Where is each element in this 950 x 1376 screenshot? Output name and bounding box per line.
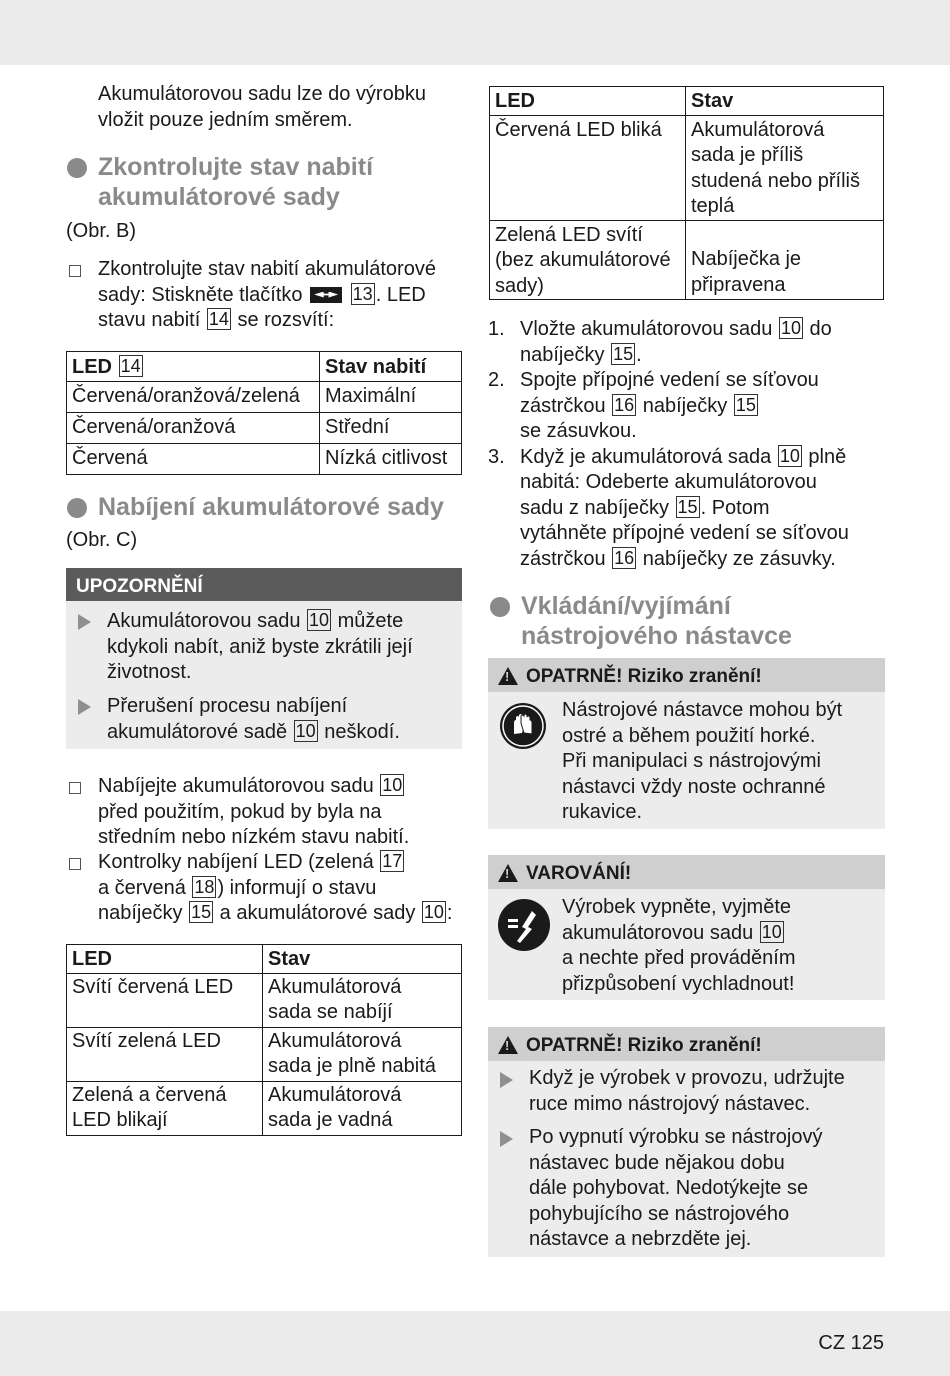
arrow-bullet-icon (500, 1131, 513, 1147)
section-title-tool-attachment: Vkládání/vyjímání nástrojového nástavce (521, 592, 792, 650)
section-bullet (67, 158, 87, 178)
notice-body (66, 601, 462, 749)
page-footer-band (0, 1311, 950, 1376)
notice-item-1: Akumulátorovou sadu 10 můžete kdykoli nabít, aniž byste zkrátili její životnost. (107, 610, 413, 683)
checkbox-icon (69, 858, 81, 870)
table-row: Zelená a červená LED blikají Akumulátorová sada je vadná (67, 1081, 462, 1135)
notice-header: UPOZORNĚNÍ (66, 568, 462, 601)
checkbox-icon (69, 782, 81, 794)
list-item: 3. Když je akumulátorová sada 10 plně nabitá: Odeberte akumulátorovou sadu z nabíječky 15 . Potom vytáhněte přípojné vedení se síťovou zástrčkou 16 nabíječky ze zásuvky. (488, 445, 849, 570)
unplug-icon-graphic (498, 899, 550, 951)
checkbox-icon (69, 265, 81, 277)
arrow-bullet-icon (78, 699, 91, 715)
caution-body (488, 1061, 885, 1257)
table-row: Zelená LED svítí (bez akumulátorové sady) Nabíječka je připravena (490, 220, 884, 300)
figure-ref-c: (Obr. C) (66, 529, 138, 551)
gloves-icon-graphic (500, 703, 546, 749)
caution-header: !OPATRNĚ! Riziko zranění! (488, 1027, 885, 1061)
caution-item-1: Když je výrobek v provozu, udržujte ruce mimo nástrojový nástavec. (529, 1067, 845, 1115)
charge-button-icon (310, 287, 342, 303)
list-item: 2. Spojte přípojné vedení se síťovou zástrčkou 16 nabíječky 15 se zásuvkou. (488, 369, 819, 442)
figure-ref-b: (Obr. B) (66, 220, 137, 242)
unplug-icon (498, 899, 550, 951)
table-header-row: LED Stav (490, 87, 884, 116)
table-row: Červená LED bliká Akumulátorová sada je příliš studená nebo příliš teplá (490, 115, 884, 220)
table-header-row: LED Stav (67, 945, 462, 974)
warning-body (488, 889, 885, 1000)
charging-steps (488, 317, 888, 573)
table-row: Červená/oranžová Střední (67, 412, 462, 443)
section-bullet (490, 597, 510, 617)
table-row: Červená Nízká citlivost (67, 443, 462, 474)
warning-triangle-icon (498, 667, 518, 685)
table-row: Svítí zelená LED Akumulátorová sada je plně nabitá (67, 1027, 462, 1081)
caution-header: !OPATRNĚ! Riziko zranění! (488, 658, 885, 692)
caution-item-2: Po vypnutí výrobku se nástrojový nástavec bude nějakou dobu dále pohybovat. Nedotýkejte se pohybujícího se nástrojového nástavce a nebrzděte jej. (529, 1126, 823, 1250)
section-title-charging: Nabíjení akumulátorové sady (98, 493, 444, 521)
gloves-icon (500, 703, 546, 749)
page-number: CZ 125 (818, 1332, 884, 1354)
intro-text: Akumulátorovou sadu lze do výrobku vložit pouze jedním směrem. (98, 83, 426, 131)
warning-header: !VAROVÁNÍ! (488, 855, 885, 889)
notice-item-2: Přerušení procesu nabíjení akumulátorové sadě 10 neškodí. (107, 695, 400, 743)
charge-state-table (66, 351, 462, 475)
list-item: 1. Vložte akumulátorovou sadu 10 do nabíječky 15 . (488, 318, 832, 366)
section-bullet (67, 498, 87, 518)
instruction-led-indicators: Kontrolky nabíjení LED (zelená 17 a červená 18 ) informují o stavu nabíječky 15 a akumulátorové sady 10 : (98, 851, 453, 924)
page-header-band (0, 0, 950, 65)
instruction-check-charge: Zkontrolujte stav nabití akumulátorové sady: Stiskněte tlačítko 13 . LED stavu nabití 14 se rozsvítí: (98, 258, 436, 331)
table-row: Červená/oranžová/zelená Maximální (67, 381, 462, 412)
arrow-bullet-icon (500, 1072, 513, 1088)
warning-text: Výrobek vypněte, vyjměte akumulátorovou sadu 10 a nechte před prováděním přizpůsobení vychladnout! (562, 896, 796, 995)
arrow-bullet-icon (78, 614, 91, 630)
table-header-row: LED 14 Stav nabití (67, 352, 462, 382)
section-title-charge-state: Zkontrolujte stav nabití akumulátorové sady (98, 153, 374, 211)
caution-text: Nástrojové nástavce mohou být ostré a během použití horké. Při manipulaci s nástrojovými nástavci vždy noste ochranné rukavice. (562, 699, 843, 823)
battery-led-table (489, 86, 884, 300)
warning-triangle-icon (498, 1036, 518, 1054)
instruction-charge-before-use: Nabíjejte akumulátorovou sadu 10 před použitím, pokud by byla na středním nebo nízkém stavu nabití. (98, 775, 410, 848)
table-row: Svítí červená LED Akumulátorová sada se nabíjí (67, 973, 462, 1027)
charger-led-table (66, 944, 462, 1136)
caution-body (488, 692, 885, 829)
warning-triangle-icon (498, 864, 518, 882)
